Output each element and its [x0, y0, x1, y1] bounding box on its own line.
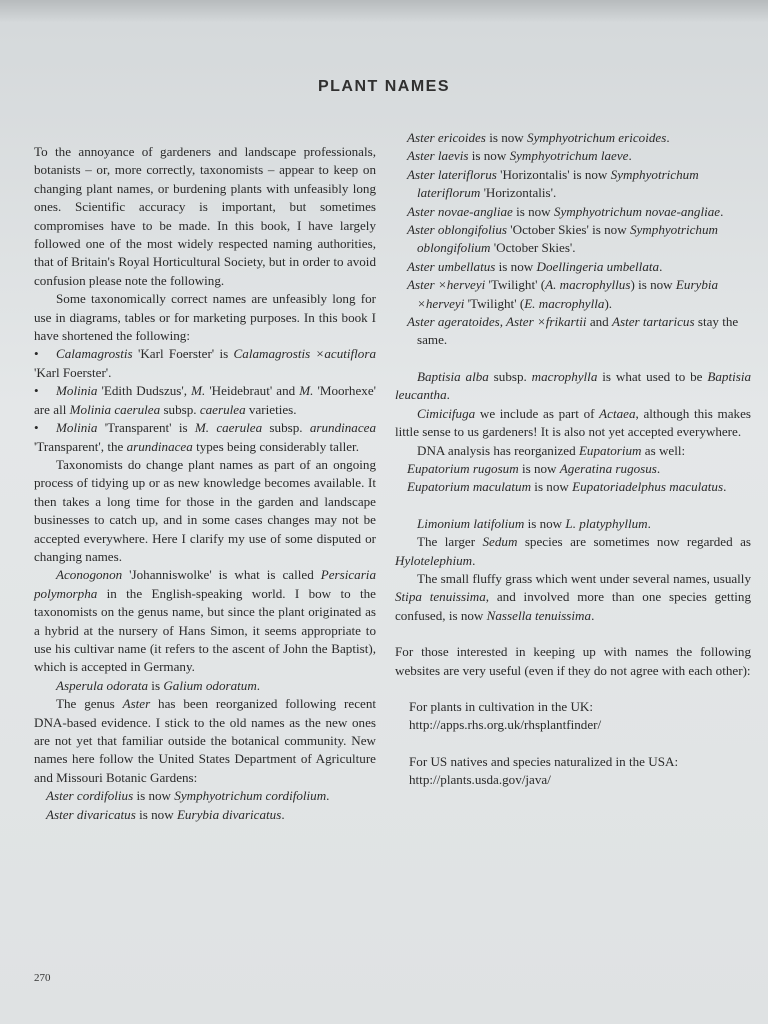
aconogonon-paragraph: Aconogonon 'Johanniswolke' is what is called Persicaria polymorpha in the English-speaking world. I bow to the taxonomists on the genus name, but since the plant originated as a hybrid at the nursery of Hans Simon, it seems appropriate to use his cultivar name (it refers to the ascent of John the Baptist), which is accepted in Germany.	[34, 567, 376, 675]
aster-ericoides-entry: Aster ericoides is now Symphyotrichum ericoides.	[407, 130, 670, 145]
page-number: 270	[34, 972, 51, 984]
sedum-paragraph: The larger Sedum species are sometimes now regarded as Hylotelephium.	[395, 534, 751, 568]
aster-novae-angliae-entry: Aster novae-angliae is now Symphyotrichum novae-angliae.	[407, 203, 724, 219]
bullet-molinia-transparent: • Molinia 'Transparent' is M. caerulea subsp. arundinacea 'Transparent', the arundinacea types being considerably taller.	[34, 420, 377, 454]
bullet-dot: •	[34, 420, 39, 436]
spacer	[395, 735, 751, 753]
stipa-paragraph: The small fluffy grass which went under several names, usually Stipa tenuissima, and involved more than one species getting confused, is now Nassella tenuissima.	[395, 570, 751, 623]
bullet-calamagrostis: • Calamagrostis 'Karl Foerster' is Calamagrostis ×acutiflora 'Karl Foerster'.	[34, 346, 376, 380]
spacer	[395, 680, 751, 698]
bullet-dot: •	[34, 383, 39, 399]
usa-source-label: For US natives and species naturalized in the USA:	[409, 753, 679, 769]
uk-source-label: For plants in cultivation in the UK:	[409, 698, 594, 714]
aster-oblongifolius-entry: Aster oblongifolius 'October Skies' is now Symphyotrichum oblongifolium 'October Skies'.	[407, 222, 718, 256]
bullet-molinia-varieties: • Molinia 'Edith Dudszus', M. 'Heidebraut' and M. 'Moorhexe' are all Molinia caerulea subsp. caerulea varieties.	[34, 383, 376, 417]
right-column	[395, 129, 751, 790]
aster-herveyi-entry: Aster ×herveyi 'Twilight' (A. macrophyllus) is now Eurybia ×herveyi 'Twilight' (E. macrophylla).	[407, 277, 719, 311]
taxonomists-paragraph: Taxonomists do change plant names as part of an ongoing process of tidying up or as new knowledge becomes available. It then takes a long time for those in the garden and landscape businesses to catch up, and in some cases changes may not be accepted everywhere. Here I clarify my use of some disputed or changing names.	[34, 456, 376, 564]
page-title: PLANT NAMES	[317, 78, 451, 95]
eupatorium-maculatum-entry: Eupatorium maculatum is now Eupatoriadelphus maculatus.	[407, 479, 727, 495]
aster-unchanged-entry: Aster ageratoides, Aster ×frikartii and Aster tartaricus stay the same.	[407, 314, 739, 348]
aster-divaricatus-entry: Aster divaricatus is now Eurybia divaricatus.	[46, 806, 285, 822]
spacer	[395, 625, 751, 643]
page-shadow	[0, 0, 768, 22]
baptisia-paragraph: Baptisia alba subsp. macrophylla is what used to be Baptisia leucantha.	[395, 368, 752, 403]
shortened-names-paragraph: Some taxonomically correct names are unfeasibly long for use in diagrams, tables or for marketing purposes. In this book I have shortened the following:	[34, 291, 376, 344]
eupatorium-rugosum-entry: Eupatorium rugosum is now Ageratina rugosus.	[407, 460, 661, 476]
left-column	[34, 143, 376, 824]
limonium-paragraph: Limonium latifolium is now L. platyphyllum.	[417, 515, 651, 531]
usa-source-url: http://plants.usda.gov/java/	[409, 772, 551, 788]
aster-cordifolius-entry: Aster cordifolius is now Symphyotrichum cordifolium.	[46, 788, 330, 804]
aster-umbellatus-entry: Aster umbellatus is now Doellingeria umbellata.	[407, 258, 663, 274]
aster-laevis-entry: Aster laevis is now Symphyotrichum laeve.	[407, 148, 632, 164]
asperula-paragraph: Asperula odorata is Galium odoratum.	[56, 677, 261, 693]
intro-paragraph: To the annoyance of gardeners and landscape professionals, botanists – or, more correctly, taxonomists – appear to keep on changing plant names, or burdening plants with unfeasibly long ones. Scientific accuracy is important, but sometimes compromises have to be made. In this book, I have largely followed one of the most widely respected naming authorities, that of Britain's Royal Horticultural Society, but in order to avoid confusion please note the following.	[34, 144, 376, 288]
bullet-dot: •	[34, 346, 39, 362]
websites-paragraph: For those interested in keeping up with names the following websites are very useful (even if they do not agree with each other):	[395, 644, 751, 678]
spacer	[395, 350, 751, 368]
cimicifuga-paragraph: Cimicifuga we include as part of Actaea, although this makes little sense to us gardeners! It is also not yet accepted everywhere.	[395, 405, 751, 440]
uk-source-url: http://apps.rhs.org.uk/rhsplantfinder/	[409, 717, 602, 733]
spacer	[395, 497, 751, 515]
aster-genus-paragraph: The genus Aster has been reorganized following recent DNA-based evidence. I stick to the old names as the new ones are not yet that familiar outside the botanical community. New names here follow the United States Department of Agriculture and Missouri Botanic Gardens:	[34, 696, 377, 785]
dna-analysis-paragraph: DNA analysis has reorganized Eupatorium as well:	[417, 442, 686, 458]
aster-lateriflorus-entry: Aster lateriflorus 'Horizontalis' is now Symphyotrichum lateriflorum 'Horizontalis'.	[407, 166, 699, 201]
